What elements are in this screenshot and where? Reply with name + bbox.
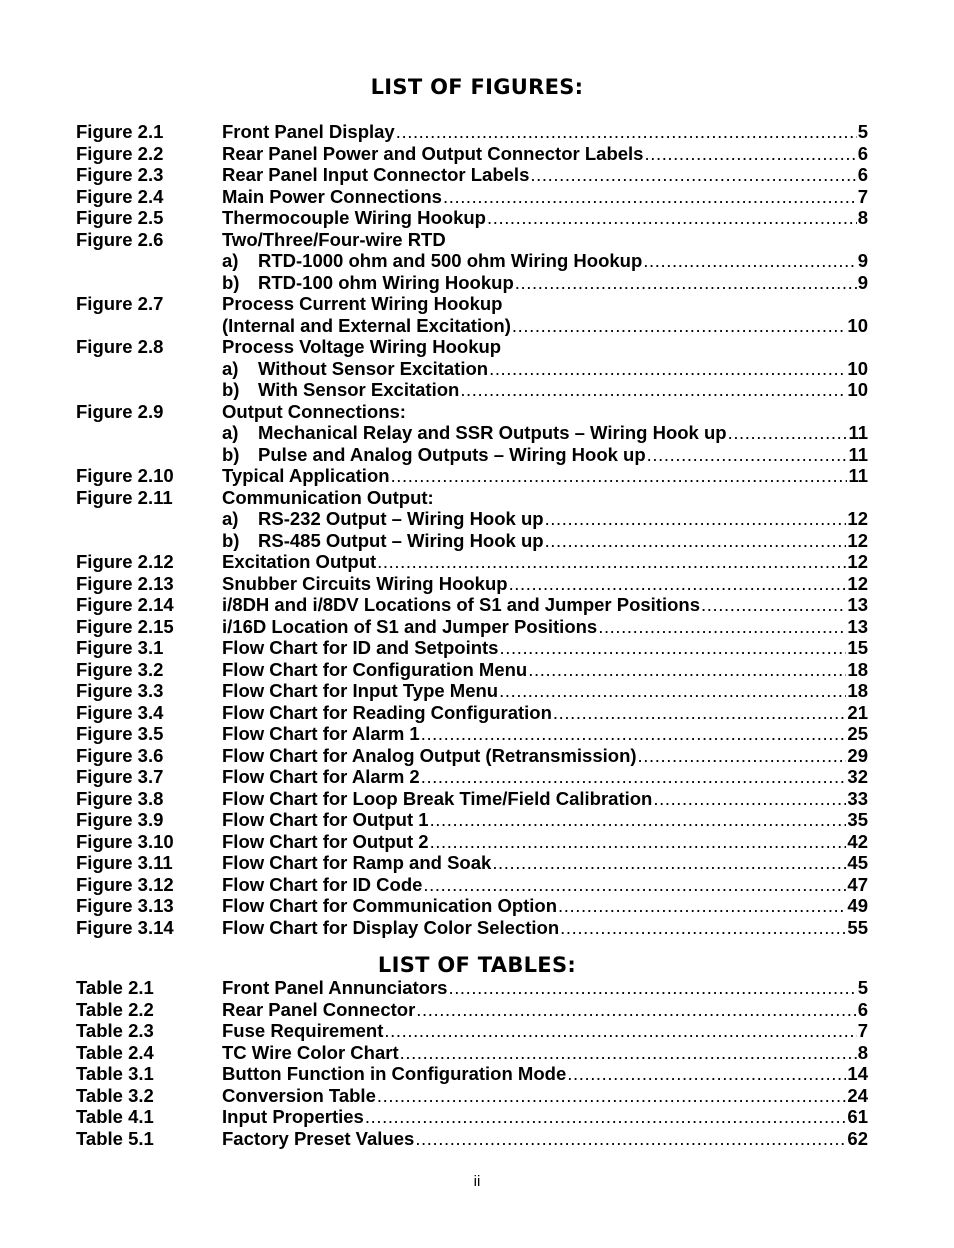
entry-title: Flow Chart for Reading Configuration xyxy=(222,701,552,723)
figure-entry[interactable] xyxy=(76,358,868,380)
entry-page-number: 21 xyxy=(847,701,868,723)
dot-leader xyxy=(377,551,846,573)
entry-label: Figure 3.9 xyxy=(76,809,164,830)
figure-entry[interactable] xyxy=(76,207,868,229)
entry-sub-marker: b) xyxy=(222,379,240,400)
entry-page-number: 11 xyxy=(848,465,868,486)
entry-title: Excitation Output xyxy=(222,551,377,572)
entry-title: Front Panel Display xyxy=(222,121,395,142)
entry-label: Figure 2.7 xyxy=(76,293,164,314)
figure-entry[interactable] xyxy=(76,788,868,810)
table-entry[interactable] xyxy=(76,1063,868,1085)
tables-heading: LIST OF TABLES: xyxy=(377,953,577,977)
entry-body xyxy=(222,766,868,788)
entry-page-number: 5 xyxy=(857,121,868,142)
entry-label: Figure 3.12 xyxy=(76,873,174,895)
entry-page-number: 8 xyxy=(857,207,868,228)
dot-leader xyxy=(545,508,847,530)
entry-sub-marker: a) xyxy=(222,508,239,529)
entry-page-number: 47 xyxy=(847,873,868,895)
entry-body xyxy=(222,336,868,358)
entry-body xyxy=(222,143,868,165)
entry-body xyxy=(222,401,868,423)
figure-entry[interactable] xyxy=(76,659,868,681)
entry-sub-marker: a) xyxy=(222,422,239,443)
entry-page-number: 18 xyxy=(847,680,868,701)
dot-leader xyxy=(365,1106,847,1128)
entry-body xyxy=(222,422,868,444)
entry-label: Table 2.2 xyxy=(76,998,154,1020)
entry-title: RS-232 Output – Wiring Hook up xyxy=(258,508,544,529)
dot-leader xyxy=(443,186,857,208)
entry-page-number: 9 xyxy=(857,271,868,293)
dot-leader xyxy=(460,379,846,401)
dot-leader xyxy=(558,895,846,917)
entry-label: Table 2.1 xyxy=(76,977,154,998)
figure-entry[interactable] xyxy=(76,229,868,251)
entry-title: Rear Panel Input Connector Labels xyxy=(222,164,530,185)
entry-body xyxy=(222,659,868,681)
entry-body xyxy=(222,723,868,745)
dot-leader xyxy=(643,250,856,272)
entry-title: Flow Chart for ID Code xyxy=(222,873,423,895)
entry-body xyxy=(222,895,868,917)
entry-title: TC Wire Color Chart xyxy=(222,1041,399,1063)
entry-label: Figure 3.4 xyxy=(76,701,164,723)
entry-label: Figure 3.1 xyxy=(76,637,164,658)
entry-page-number: 10 xyxy=(847,379,868,400)
figure-entry[interactable] xyxy=(76,444,868,466)
entry-sub-marker: b) xyxy=(222,443,240,465)
entry-label: Figure 2.12 xyxy=(76,551,174,572)
entry-title: Output Connections: xyxy=(222,400,406,422)
dot-leader xyxy=(528,659,846,681)
entry-title: Main Power Connections xyxy=(222,185,442,207)
entry-sub-marker: b) xyxy=(222,271,240,293)
dot-leader xyxy=(553,702,847,724)
dot-leader xyxy=(421,723,847,745)
entry-page-number: 42 xyxy=(847,830,868,852)
entry-title: Flow Chart for Display Color Selection xyxy=(222,916,560,938)
dot-leader xyxy=(638,745,847,767)
entry-label: Figure 2.4 xyxy=(76,185,164,207)
entry-title: Snubber Circuits Wiring Hookup xyxy=(222,572,508,594)
entry-page-number: 24 xyxy=(847,1084,868,1106)
entry-label: Figure 2.11 xyxy=(76,486,173,508)
entry-label: Figure 3.8 xyxy=(76,787,164,809)
dot-leader xyxy=(492,852,846,874)
figure-entry[interactable] xyxy=(76,745,868,767)
dot-leader xyxy=(647,444,848,466)
dot-leader xyxy=(701,594,846,616)
entry-page-number: 61 xyxy=(847,1106,868,1127)
figure-entry[interactable] xyxy=(76,121,868,143)
table-entry[interactable] xyxy=(76,1085,868,1107)
entry-body xyxy=(222,508,868,530)
entry-body xyxy=(222,745,868,767)
entry-label: Figure 3.3 xyxy=(76,680,164,701)
entry-label: Figure 3.7 xyxy=(76,766,164,787)
entry-title: Front Panel Annunciators xyxy=(222,977,448,998)
entry-label: Figure 2.14 xyxy=(76,594,174,615)
entry-label: Figure 2.13 xyxy=(76,572,174,594)
entry-label: Figure 3.5 xyxy=(76,723,164,744)
entry-page-number: 18 xyxy=(847,658,868,680)
entry-page-number: 5 xyxy=(857,977,868,998)
table-entry[interactable] xyxy=(76,1128,868,1150)
entry-label: Figure 3.10 xyxy=(76,830,174,852)
dot-leader xyxy=(644,143,856,165)
entry-page-number: 12 xyxy=(847,529,868,551)
entry-page-number: 62 xyxy=(847,1127,868,1149)
entry-page-number: 13 xyxy=(847,594,868,615)
dot-leader xyxy=(415,1128,846,1150)
entry-body xyxy=(222,831,868,853)
table-entry[interactable] xyxy=(76,977,868,999)
entry-title: Rear Panel Connector xyxy=(222,998,416,1020)
figure-entry[interactable] xyxy=(76,379,868,401)
entry-page-number: 35 xyxy=(847,809,868,830)
entry-label: Table 2.4 xyxy=(76,1041,154,1063)
dot-leader xyxy=(396,121,857,143)
table-entry[interactable] xyxy=(76,999,868,1021)
entry-page-number: 49 xyxy=(847,895,868,916)
entry-body xyxy=(222,1106,868,1128)
entry-title: Flow Chart for Communication Option xyxy=(222,895,558,916)
table-entry[interactable] xyxy=(76,1042,868,1064)
entry-page-number: 6 xyxy=(857,164,868,185)
entry-page-number: 7 xyxy=(857,185,868,207)
entry-body xyxy=(222,1128,868,1150)
entry-page-number: 14 xyxy=(847,1063,868,1084)
entry-label: Table 4.1 xyxy=(76,1106,154,1127)
figure-entry[interactable] xyxy=(76,272,868,294)
entry-page-number: 12 xyxy=(847,508,868,529)
figure-entry[interactable] xyxy=(76,465,868,487)
dot-leader xyxy=(598,616,846,638)
entry-body xyxy=(222,379,868,401)
figure-entry[interactable] xyxy=(76,573,868,595)
figure-entry[interactable] xyxy=(76,594,868,616)
figure-entry[interactable] xyxy=(76,422,868,444)
entry-page-number: 33 xyxy=(847,787,868,809)
entry-body xyxy=(222,637,868,659)
entry-label: Figure 3.11 xyxy=(76,852,173,873)
entry-body xyxy=(222,186,868,208)
entry-title: Button Function in Configuration Mode xyxy=(222,1063,567,1084)
figure-entry[interactable] xyxy=(76,809,868,831)
entry-page-number: 11 xyxy=(848,443,868,465)
figure-entry[interactable] xyxy=(76,831,868,853)
entry-body xyxy=(222,999,868,1021)
entry-page-number: 10 xyxy=(847,314,868,336)
figure-entry[interactable] xyxy=(76,143,868,165)
entry-body xyxy=(222,594,868,616)
entry-title: Flow Chart for Alarm 2 xyxy=(222,766,420,787)
dot-leader xyxy=(391,465,848,487)
entry-title: RS-485 Output – Wiring Hook up xyxy=(258,529,544,551)
entry-body xyxy=(222,250,868,272)
entry-title: i/8DH and i/8DV Locations of S1 and Jumper Positions xyxy=(222,594,701,615)
entry-body xyxy=(222,680,868,702)
entry-page-number: 7 xyxy=(857,1020,868,1041)
entry-label: Figure 3.2 xyxy=(76,658,164,680)
entry-sub-marker: a) xyxy=(222,250,239,271)
entry-page-number: 13 xyxy=(847,615,868,637)
dot-leader xyxy=(499,637,846,659)
entry-label: Figure 2.2 xyxy=(76,142,164,164)
entry-body xyxy=(222,530,868,552)
dot-leader xyxy=(489,358,846,380)
figure-entry[interactable] xyxy=(76,702,868,724)
dot-leader xyxy=(487,207,857,229)
entry-body xyxy=(222,1042,868,1064)
entry-body xyxy=(222,293,868,315)
dot-leader xyxy=(448,977,856,999)
entry-sub-marker: a) xyxy=(222,357,239,379)
entry-title: Conversion Table xyxy=(222,1084,376,1106)
entry-label: Figure 2.10 xyxy=(76,465,174,486)
figure-entry[interactable] xyxy=(76,551,868,573)
entry-title: Flow Chart for Output 2 xyxy=(222,830,429,852)
entry-body xyxy=(222,207,868,229)
dot-leader xyxy=(423,874,846,896)
figure-entry[interactable] xyxy=(76,315,868,337)
figure-entry[interactable] xyxy=(76,250,868,272)
figure-entry[interactable] xyxy=(76,616,868,638)
entry-body xyxy=(222,917,868,939)
figure-entry[interactable] xyxy=(76,164,868,186)
entry-page-number: 8 xyxy=(857,1041,868,1063)
entry-title: RTD-100 ohm Wiring Hookup xyxy=(258,271,514,293)
dot-leader xyxy=(430,809,847,831)
entry-title: Factory Preset Values xyxy=(222,1127,415,1149)
figure-entry[interactable] xyxy=(76,401,868,423)
dot-leader xyxy=(499,680,846,702)
page-number: ii xyxy=(473,1173,481,1190)
dot-leader xyxy=(421,766,847,788)
figure-entry[interactable] xyxy=(76,336,868,358)
entry-body xyxy=(222,977,868,999)
entry-body xyxy=(222,788,868,810)
entry-title: Communication Output: xyxy=(222,486,434,508)
entry-title: Flow Chart for Loop Break Time/Field Calibration xyxy=(222,787,653,809)
entry-title: Flow Chart for ID and Setpoints xyxy=(222,637,499,658)
entry-title: Rear Panel Power and Output Connector Labels xyxy=(222,142,644,164)
entry-body xyxy=(222,315,868,337)
figure-entry[interactable] xyxy=(76,766,868,788)
dot-leader xyxy=(400,1042,857,1064)
figure-entry[interactable] xyxy=(76,895,868,917)
entry-body xyxy=(222,1063,868,1085)
dot-leader xyxy=(384,1020,856,1042)
entry-title: Fuse Requirement xyxy=(222,1020,384,1041)
entry-body xyxy=(222,874,868,896)
entry-title: Typical Application xyxy=(222,465,390,486)
dot-leader xyxy=(728,422,848,444)
entry-title: Process Current Wiring Hookup xyxy=(222,293,503,314)
figure-entry[interactable] xyxy=(76,917,868,939)
entry-label: Figure 2.9 xyxy=(76,400,164,422)
dot-leader xyxy=(530,164,856,186)
entry-body xyxy=(222,852,868,874)
entry-label: Table 2.3 xyxy=(76,1020,154,1041)
entry-page-number: 12 xyxy=(847,572,868,594)
entry-title: Input Properties xyxy=(222,1106,364,1127)
figures-list xyxy=(76,121,868,938)
dot-leader xyxy=(567,1063,846,1085)
entry-body xyxy=(222,616,868,638)
figure-entry[interactable] xyxy=(76,530,868,552)
figure-entry[interactable] xyxy=(76,508,868,530)
entry-page-number: 55 xyxy=(847,916,868,938)
figure-entry[interactable] xyxy=(76,723,868,745)
entry-label: Figure 3.14 xyxy=(76,916,174,938)
entry-title: (Internal and External Excitation) xyxy=(222,314,511,336)
entry-body xyxy=(222,1020,868,1042)
entry-label: Figure 2.1 xyxy=(76,121,164,142)
entry-body xyxy=(222,229,868,251)
entry-label: Figure 2.8 xyxy=(76,336,164,357)
entry-title: i/16D Location of S1 and Jumper Positions xyxy=(222,615,598,637)
entry-page-number: 12 xyxy=(847,551,868,572)
figure-entry[interactable] xyxy=(76,293,868,315)
entry-label: Figure 2.15 xyxy=(76,615,174,637)
entry-sub-marker: b) xyxy=(222,529,240,551)
entry-page-number: 9 xyxy=(857,250,868,271)
dot-leader xyxy=(545,530,847,552)
figures-heading: LIST OF FIGURES: xyxy=(370,75,584,99)
table-entry[interactable] xyxy=(76,1106,868,1128)
entry-body xyxy=(222,358,868,380)
entry-title: Two/Three/Four-wire RTD xyxy=(222,228,446,250)
entry-title: Flow Chart for Ramp and Soak xyxy=(222,852,492,873)
dot-leader xyxy=(430,831,847,853)
dot-leader xyxy=(653,788,846,810)
entry-label: Figure 3.13 xyxy=(76,895,174,916)
entry-page-number: 11 xyxy=(848,422,868,443)
entry-body xyxy=(222,702,868,724)
table-entry[interactable] xyxy=(76,1020,868,1042)
dot-leader xyxy=(509,573,847,595)
figure-entry[interactable] xyxy=(76,874,868,896)
entry-body xyxy=(222,465,868,487)
entry-label: Table 3.1 xyxy=(76,1063,154,1084)
entry-body xyxy=(222,551,868,573)
entry-body xyxy=(222,444,868,466)
entry-title: Flow Chart for Analog Output (Retransmission) xyxy=(222,744,637,766)
entry-label: Figure 3.6 xyxy=(76,744,164,766)
figure-entry[interactable] xyxy=(76,487,868,509)
entry-body xyxy=(222,809,868,831)
entry-label: Figure 2.5 xyxy=(76,207,164,228)
entry-label: Figure 2.3 xyxy=(76,164,164,185)
entry-title: With Sensor Excitation xyxy=(258,379,460,400)
entry-body xyxy=(222,164,868,186)
dot-leader xyxy=(416,999,856,1021)
entry-title: Process Voltage Wiring Hookup xyxy=(222,336,502,357)
entry-title: Flow Chart for Output 1 xyxy=(222,809,429,830)
entry-label: Figure 2.6 xyxy=(76,228,164,250)
figure-entry[interactable] xyxy=(76,637,868,659)
entry-page-number: 25 xyxy=(847,723,868,744)
entry-title: Thermocouple Wiring Hookup xyxy=(222,207,486,228)
entry-page-number: 29 xyxy=(847,744,868,766)
entry-page-number: 32 xyxy=(847,766,868,787)
entry-title: Flow Chart for Alarm 1 xyxy=(222,723,420,744)
entry-title: RTD-1000 ohm and 500 ohm Wiring Hookup xyxy=(258,250,643,271)
entry-label: Table 5.1 xyxy=(76,1127,154,1149)
entry-body xyxy=(222,1085,868,1107)
figure-entry[interactable] xyxy=(76,186,868,208)
entry-label: Table 3.2 xyxy=(76,1084,154,1106)
entry-page-number: 6 xyxy=(857,142,868,164)
entry-body xyxy=(222,121,868,143)
entry-title: Mechanical Relay and SSR Outputs – Wiring Hook up xyxy=(258,422,727,443)
entry-body xyxy=(222,272,868,294)
dot-leader xyxy=(512,315,847,337)
figure-entry[interactable] xyxy=(76,852,868,874)
entry-title: Without Sensor Excitation xyxy=(258,357,489,379)
entry-page-number: 10 xyxy=(847,357,868,379)
entry-title: Flow Chart for Configuration Menu xyxy=(222,658,528,680)
dot-leader xyxy=(377,1085,847,1107)
entry-page-number: 6 xyxy=(857,998,868,1020)
entry-page-number: 45 xyxy=(847,852,868,873)
entry-title: Pulse and Analog Outputs – Wiring Hook up xyxy=(258,443,646,465)
entry-body xyxy=(222,573,868,595)
tables-list xyxy=(76,977,868,1149)
entry-body xyxy=(222,487,868,509)
entry-page-number: 15 xyxy=(847,637,868,658)
entry-title: Flow Chart for Input Type Menu xyxy=(222,680,499,701)
dot-leader xyxy=(560,917,846,939)
figure-entry[interactable] xyxy=(76,680,868,702)
dot-leader xyxy=(515,272,857,294)
